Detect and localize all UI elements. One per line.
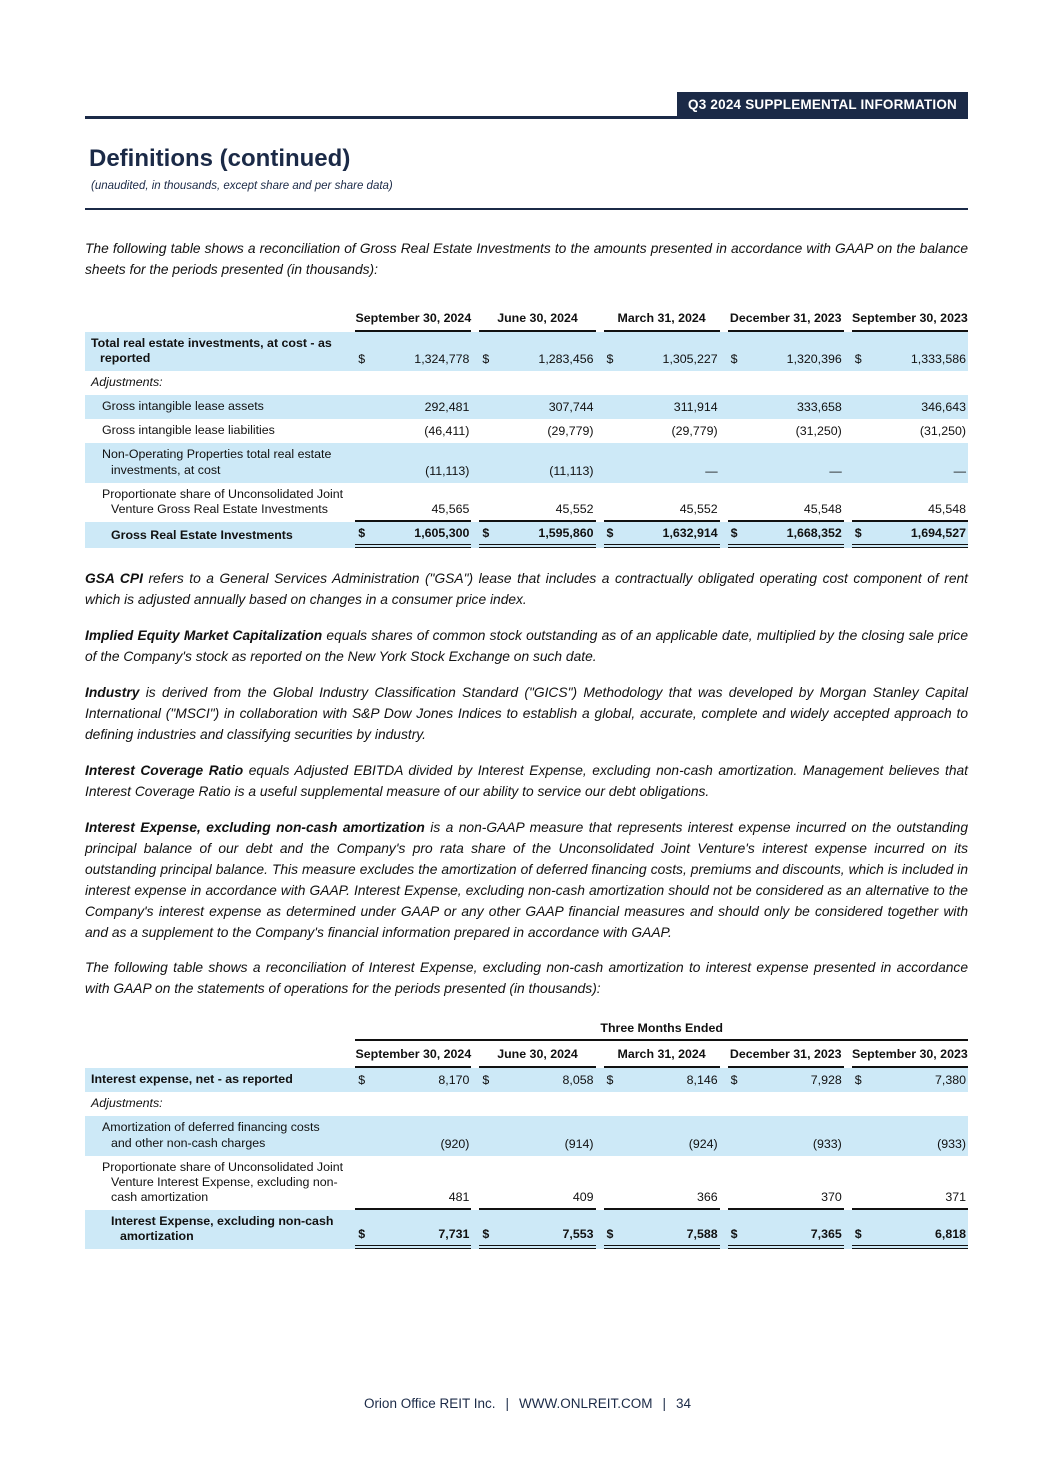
value-inner [604, 1223, 720, 1249]
dollar-sign: $ [358, 352, 366, 367]
interest-expense-table-wrapper [85, 1021, 968, 1249]
dollar-sign: $ [358, 525, 366, 540]
value-inner [728, 1133, 844, 1156]
table-row [85, 1156, 968, 1210]
column-header-text: September 30, 2024 [355, 311, 471, 332]
definition-paragraph [85, 569, 968, 611]
value-cell [596, 522, 720, 548]
value-number: (11,113) [425, 463, 470, 478]
value-cell [720, 1210, 844, 1249]
value-inner [604, 420, 720, 443]
row-label: Amortization of deferred financing costs and other non-cash charges [85, 1116, 347, 1155]
footer-company: Orion Office REIT Inc. [363, 1396, 496, 1411]
value-inner [355, 1069, 471, 1092]
value-number: 1,283,456 [538, 352, 594, 367]
column-header-text: June 30, 2024 [479, 1047, 595, 1068]
definition-text: equals shares of common stock outstanding as of an applicable date, multiplied by the closing sale price of the Company's stock as reported on the New York Stock Exchange on such date. [85, 627, 969, 664]
definitions-block [85, 569, 968, 944]
span-header-cell [347, 1021, 968, 1041]
value-inner [728, 420, 844, 443]
value-cell [347, 332, 471, 371]
value-cell [471, 419, 595, 443]
value-cell [596, 443, 720, 482]
value-number: 8,146 [686, 1073, 718, 1088]
value-number: 481 [448, 1190, 470, 1205]
dollar-sign: $ [358, 1073, 366, 1088]
dollar-sign: $ [730, 525, 738, 540]
value-number: 7,553 [562, 1227, 594, 1242]
value-number: 371 [945, 1190, 966, 1205]
empty-values-cell [347, 371, 968, 395]
page-subtitle: (unaudited, in thousands, except share and per share data) [91, 180, 393, 192]
column-header-cell [347, 1041, 471, 1068]
column-header-text: September 30, 2023 [852, 311, 968, 332]
row-label: Gross intangible lease assets [85, 395, 347, 419]
value-number: (933) [937, 1136, 966, 1151]
intro-paragraph-gross-real-estate: The following table shows a reconciliation of Gross Real Estate Investments to the amounts presented in accordance with GAAP on the balance sheets for the periods presented (in thousands): [85, 241, 968, 277]
document-page [0, 92, 1055, 1249]
definition-text: equals Adjusted EBITDA divided by Interest Expense, excluding non-cash amortization. Management believes that Interest Coverage Ratio is a useful supplemental measure of our ability to service our debt obligations. [85, 762, 968, 799]
definition-term: Industry [85, 684, 140, 700]
value-cell [596, 332, 720, 371]
dollar-sign: $ [606, 352, 614, 367]
definition-paragraph [85, 761, 968, 803]
definition-paragraph [85, 626, 968, 668]
value-number: (31,250) [795, 424, 842, 439]
column-header-text: December 31, 2023 [728, 1047, 844, 1068]
row-label: Gross intangible lease liabilities [102, 423, 275, 438]
value-inner [479, 396, 595, 419]
column-header-text: June 30, 2024 [479, 311, 595, 332]
value-number: (29,779) [671, 424, 718, 439]
value-inner [355, 522, 471, 548]
dollar-sign: $ [730, 352, 738, 367]
dollar-sign: $ [482, 525, 490, 540]
value-number: 45,552 [555, 501, 594, 516]
value-number: 7,365 [810, 1227, 842, 1242]
value-inner [852, 396, 968, 419]
value-number: (914) [564, 1136, 594, 1151]
page-footer [0, 1396, 1055, 1411]
value-number: 1,305,227 [662, 352, 718, 367]
value-number: 346,643 [921, 400, 966, 415]
title-divider [85, 208, 968, 210]
table-row [85, 522, 968, 548]
definition-term: Interest Coverage Ratio [85, 762, 244, 778]
value-number: 7,928 [810, 1073, 842, 1088]
column-header-cell [347, 305, 471, 332]
column-header-cell [471, 1041, 595, 1068]
dollar-sign: $ [482, 1227, 490, 1242]
value-inner [852, 522, 968, 548]
value-cell [347, 1210, 471, 1249]
value-number: — [705, 463, 718, 478]
value-number: 366 [696, 1190, 718, 1205]
value-inner [852, 1186, 968, 1210]
value-cell [596, 483, 720, 522]
value-number: 8,170 [438, 1073, 470, 1088]
value-number: 1,668,352 [786, 525, 842, 540]
value-number: 1,595,860 [538, 525, 594, 540]
value-cell [347, 443, 471, 482]
value-inner [355, 460, 471, 483]
dollar-sign: $ [730, 1073, 738, 1088]
row-label: Interest expense, net - as reported [85, 1068, 347, 1092]
empty-label-cell [85, 1021, 347, 1041]
value-cell [347, 419, 471, 443]
value-cell [471, 522, 595, 548]
value-cell [347, 483, 471, 522]
value-number: 1,320,396 [786, 352, 842, 367]
column-header-text: March 31, 2024 [604, 1047, 720, 1068]
definition-term: Implied Equity Market Capitalization [85, 627, 323, 643]
column-header-text: March 31, 2024 [604, 311, 720, 332]
value-inner [604, 498, 720, 522]
value-number: 7,731 [438, 1227, 470, 1242]
value-inner [479, 348, 595, 371]
dollar-sign: $ [606, 1073, 614, 1088]
value-cell [471, 332, 595, 371]
value-inner [479, 1223, 595, 1249]
value-cell [844, 395, 968, 419]
value-number: 1,694,527 [910, 525, 966, 540]
value-number: — [829, 463, 842, 478]
table-row [85, 419, 968, 443]
row-label: Non-Operating Properties total real estate investments, at cost [85, 443, 347, 482]
dollar-sign: $ [854, 1073, 862, 1088]
page-title: Definitions (continued) [89, 145, 351, 172]
column-header-text: September 30, 2023 [852, 1047, 968, 1068]
value-cell [720, 522, 844, 548]
definition-text: is a non-GAAP measure that represents interest expense incurred on the outstanding principal balance of our debt and the Company's pro rata share of the Unconsolidated Joint Venture's interest expense incurred on its outstanding principal balance. This measure excludes the amortization of deferred financing costs, premiums and discounts, which is included in interest expense in accordance with GAAP. Interest Expense, excluding non-cash amortization should not be considered as an alternative to the Company's interest expense as determined under GAAP or any other GAAP financial measures and should only be considered together with and as a supplement to the Company's financial information prepared in accordance with GAAP. [85, 819, 968, 940]
column-header-text: December 31, 2023 [728, 311, 844, 332]
value-cell [844, 1116, 968, 1155]
value-cell [471, 1156, 595, 1210]
value-inner [852, 1133, 968, 1156]
value-inner [479, 498, 595, 522]
definition-text: refers to a General Services Administration ("GSA") lease that includes a contractually obligated operating cost component of rent which is adjusted annually based on changes in a consumer price index. [85, 570, 968, 607]
value-inner [852, 1069, 968, 1092]
value-inner [604, 1069, 720, 1092]
value-cell [471, 1068, 595, 1092]
row-label: Proportionate share of Unconsolidated Joint Venture Interest Expense, excluding non-cash amortization [102, 1159, 344, 1204]
value-number: (31,250) [919, 424, 966, 439]
definition-term: GSA CPI [85, 570, 143, 586]
row-label: Proportionate share of Unconsolidated Joint Venture Gross Real Estate Investments [102, 486, 344, 516]
value-number: 45,548 [803, 501, 842, 516]
intro-paragraph-interest-expense: The following table shows a reconciliation of Interest Expense, excluding non-cash amortization to interest expense presented in accordance with GAAP on the statements of operations for the periods presented (in thousands): [85, 960, 968, 997]
value-cell [347, 1116, 471, 1155]
value-inner [479, 460, 595, 483]
table-header-row [85, 1041, 968, 1068]
definition-text: is derived from the Global Industry Classification Standard ("GICS") Methodology that was developed by Morgan Stanley Capital International ("MSCI") in collaboration with S&P Dow Jones Indices to establish a global, accurate, complete and widely accepted approach to defining industries and classifying securities by industry. [85, 684, 968, 742]
table-row [85, 332, 968, 371]
value-inner [852, 420, 968, 443]
value-cell [720, 395, 844, 419]
table-row [85, 395, 968, 419]
dollar-sign: $ [854, 525, 862, 540]
dollar-sign: $ [730, 1227, 738, 1242]
column-header-cell [844, 305, 968, 332]
value-number: 7,588 [686, 1227, 718, 1242]
dollar-sign: $ [358, 1227, 366, 1242]
column-header-cell [596, 305, 720, 332]
value-inner [479, 420, 595, 443]
column-header-text: September 30, 2024 [355, 1047, 471, 1068]
value-cell [347, 395, 471, 419]
table-row [85, 443, 968, 482]
row-label: Gross Real Estate Investments [85, 522, 347, 548]
value-number: (29,779) [547, 424, 594, 439]
row-label: Total real estate investments, at cost - as reported [85, 332, 347, 371]
value-inner [479, 1069, 595, 1092]
value-number: 45,565 [431, 501, 470, 516]
table-span-header-row [85, 1021, 968, 1041]
value-inner [604, 396, 720, 419]
value-number: 1,324,778 [414, 352, 470, 367]
value-inner [355, 348, 471, 371]
value-number: (920) [440, 1136, 470, 1151]
value-cell [471, 443, 595, 482]
definition-paragraph [85, 818, 968, 944]
value-cell [471, 1116, 595, 1155]
value-inner [728, 1069, 844, 1092]
value-cell [844, 522, 968, 548]
value-number: 370 [821, 1190, 842, 1205]
dollar-sign: $ [482, 1073, 490, 1088]
value-number: 333,658 [797, 400, 842, 415]
dollar-sign: $ [606, 525, 614, 540]
value-cell [844, 419, 968, 443]
empty-label-cell [85, 1041, 347, 1068]
column-header-cell [596, 1041, 720, 1068]
table-row [85, 1210, 968, 1249]
value-inner [728, 498, 844, 522]
value-number: (933) [812, 1136, 842, 1151]
value-cell [844, 443, 968, 482]
footer-separator: | [505, 1396, 509, 1411]
value-number: — [953, 463, 966, 478]
table-row [85, 1116, 968, 1155]
value-inner [479, 522, 595, 548]
value-inner [852, 348, 968, 371]
empty-values-cell [347, 1092, 968, 1116]
row-label: Adjustments: [91, 1096, 163, 1111]
value-inner [728, 396, 844, 419]
value-cell [844, 332, 968, 371]
value-cell [347, 522, 471, 548]
header-badge: Q3 2024 SUPPLEMENTAL INFORMATION [677, 92, 968, 116]
gross-real-estate-table-wrapper [85, 305, 968, 548]
value-cell [471, 395, 595, 419]
value-number: 311,914 [673, 400, 718, 415]
value-inner [604, 522, 720, 548]
value-inner [355, 498, 471, 522]
value-inner [728, 460, 844, 483]
value-cell [844, 1210, 968, 1249]
value-cell [596, 1068, 720, 1092]
gross-real-estate-reconciliation-table [85, 305, 968, 548]
value-inner [604, 1133, 720, 1156]
value-inner [355, 1186, 471, 1210]
value-inner [728, 1186, 844, 1210]
value-number: 45,552 [679, 501, 718, 516]
value-inner [852, 1223, 968, 1249]
value-cell [720, 443, 844, 482]
dollar-sign: $ [606, 1227, 614, 1242]
value-inner [355, 1223, 471, 1249]
value-cell [720, 332, 844, 371]
value-cell [596, 419, 720, 443]
value-cell [844, 1068, 968, 1092]
value-number: (11,113) [549, 463, 594, 478]
value-inner [852, 498, 968, 522]
value-cell [596, 1156, 720, 1210]
footer-page-number: 34 [676, 1396, 692, 1411]
value-inner [604, 1186, 720, 1210]
dollar-sign: $ [482, 352, 490, 367]
column-header-cell [720, 305, 844, 332]
value-inner [728, 1223, 844, 1249]
dollar-sign: $ [854, 352, 862, 367]
value-number: 307,744 [548, 400, 594, 415]
column-header-cell [471, 305, 595, 332]
row-label: Interest Expense, excluding non-cash amortization [85, 1210, 347, 1249]
value-number: (46,411) [424, 424, 470, 439]
value-number: 1,632,914 [662, 525, 718, 540]
value-inner [479, 1133, 595, 1156]
definition-term: Interest Expense, excluding non-cash amortization [85, 819, 425, 835]
value-cell [471, 1210, 595, 1249]
value-number: 1,333,586 [910, 352, 966, 367]
value-number: 1,605,300 [414, 525, 470, 540]
value-inner [604, 348, 720, 371]
value-cell [596, 1116, 720, 1155]
value-cell [596, 1210, 720, 1249]
value-cell [720, 483, 844, 522]
dollar-sign: $ [854, 1227, 862, 1242]
value-inner [852, 460, 968, 483]
value-number: 8,058 [562, 1073, 594, 1088]
value-inner [355, 396, 471, 419]
table-row [85, 483, 968, 522]
value-cell [844, 1156, 968, 1210]
value-cell [347, 1156, 471, 1210]
value-cell [596, 395, 720, 419]
value-number: 7,380 [934, 1073, 966, 1088]
interest-expense-reconciliation-table [85, 1021, 968, 1249]
header-bar [85, 92, 968, 119]
value-cell [471, 483, 595, 522]
value-cell [844, 483, 968, 522]
footer-separator: | [662, 1396, 667, 1411]
value-number: 45,548 [928, 501, 966, 516]
value-cell [720, 419, 844, 443]
value-cell [720, 1156, 844, 1210]
value-cell [720, 1068, 844, 1092]
value-number: (924) [688, 1136, 718, 1151]
value-number: 292,481 [424, 400, 470, 415]
value-inner [479, 1186, 595, 1210]
column-header-cell [844, 1041, 968, 1068]
column-header-cell [720, 1041, 844, 1068]
span-header-text: Three Months Ended [355, 1021, 968, 1041]
value-inner [355, 420, 471, 443]
table-header-row [85, 305, 968, 332]
footer-website: WWW.ONLREIT.COM [519, 1396, 653, 1411]
definition-paragraph [85, 683, 968, 746]
value-inner [355, 1133, 471, 1156]
value-inner [728, 522, 844, 548]
value-cell [720, 1116, 844, 1155]
value-cell [347, 1068, 471, 1092]
table-row [85, 371, 968, 395]
empty-label-cell [85, 305, 347, 332]
value-inner [604, 460, 720, 483]
value-inner [728, 348, 844, 371]
value-number: 6,818 [934, 1227, 966, 1242]
table-row [85, 1092, 968, 1116]
row-label: Adjustments: [91, 375, 163, 390]
value-number: 409 [572, 1190, 594, 1205]
table-row [85, 1068, 968, 1092]
